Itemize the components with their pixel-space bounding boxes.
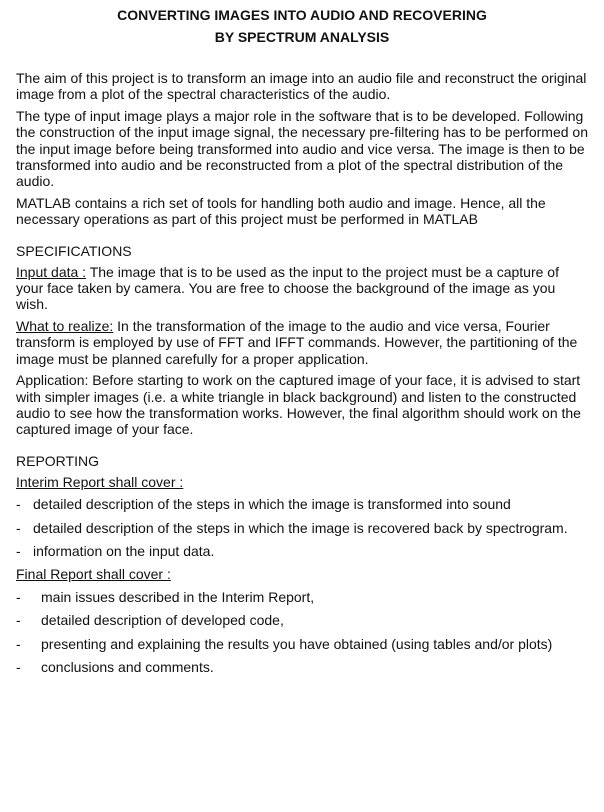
final-report-list bbox=[16, 589, 588, 676]
what-to-realize-paragraph bbox=[16, 318, 588, 367]
document-title bbox=[16, 4, 588, 48]
what-to-realize-text: In the transformation of the image to the audio and vice versa, Fourier transform is employed by use of FFT and IFFT commands. However, the partitioning of the image must be planned carefully for a proper application. bbox=[16, 317, 578, 367]
input-data-label: Input data : bbox=[16, 263, 87, 280]
interim-item-text: detailed description of the steps in which the image is transformed into sound bbox=[33, 496, 511, 513]
dash-bullet: - bbox=[16, 588, 21, 605]
list-item bbox=[16, 589, 588, 605]
interim-item-text: detailed description of the steps in which the image is recovered back by spectrogram. bbox=[33, 519, 568, 536]
specifications-heading: SPECIFICATIONS bbox=[16, 242, 132, 259]
dash-bullet: - bbox=[16, 658, 21, 675]
list-item bbox=[16, 496, 588, 512]
final-report-heading: Final Report shall cover : bbox=[16, 566, 171, 583]
what-to-realize-label: What to realize: bbox=[16, 317, 114, 334]
dash-bullet: - bbox=[16, 612, 21, 629]
title-line-2: BY SPECTRUM ANALYSIS bbox=[214, 29, 390, 45]
input-data-paragraph bbox=[16, 264, 588, 313]
list-item bbox=[16, 659, 588, 675]
intro-paragraph-1: The aim of this project is to transform an image into an audio file and reconstruct the original image from a plot of the spectral characteristics of the audio. bbox=[16, 70, 587, 103]
final-item-text: main issues described in the Interim Report, bbox=[41, 588, 315, 605]
dash-bullet: - bbox=[16, 635, 21, 652]
intro-paragraph-2: The type of input image plays a major role in the software that is to be developed. Following the construction of the input image signal, the necessary pre-filtering has to be performed on the input image before being transformed into audio and vice versa. The image is then to be transformed into audio and be reconstructed from a plot of the spectral distribution of the audio. bbox=[16, 107, 588, 190]
interim-item-text: information on the input data. bbox=[33, 542, 215, 559]
dash-bullet: - bbox=[16, 519, 21, 536]
intro-paragraph-3: MATLAB contains a rich set of tools for handling both audio and image. Hence, all the necessary operations as part of this project must be performed in MATLAB bbox=[16, 194, 546, 228]
title-line-1: CONVERTING IMAGES INTO AUDIO AND RECOVERING bbox=[117, 7, 487, 23]
interim-report-heading: Interim Report shall cover : bbox=[16, 473, 184, 490]
final-item-text: conclusions and comments. bbox=[41, 658, 214, 675]
input-data-text: The image that is to be used as the input to the project must be a capture of your face taken by camera. You are free to choose the background of the image as you wish. bbox=[16, 263, 559, 313]
application-paragraph: Application: Before starting to work on the captured image of your face, it is advised to start with simpler images (i.e. a white triangle in black background) and listen to the constructed audio to see how the transformation works. However, the final algorithm should work on the captured image of your face. bbox=[16, 372, 581, 438]
interim-report-list bbox=[16, 496, 588, 559]
final-item-text: detailed description of developed code, bbox=[41, 612, 284, 629]
reporting-heading: REPORTING bbox=[16, 452, 99, 469]
dash-bullet: - bbox=[16, 542, 21, 559]
list-item bbox=[16, 520, 588, 536]
list-item bbox=[16, 612, 588, 628]
final-item-text: presenting and explaining the results you have obtained (using tables and/or plots) bbox=[41, 635, 553, 652]
list-item bbox=[16, 543, 588, 559]
list-item bbox=[16, 636, 588, 652]
dash-bullet: - bbox=[16, 496, 21, 513]
